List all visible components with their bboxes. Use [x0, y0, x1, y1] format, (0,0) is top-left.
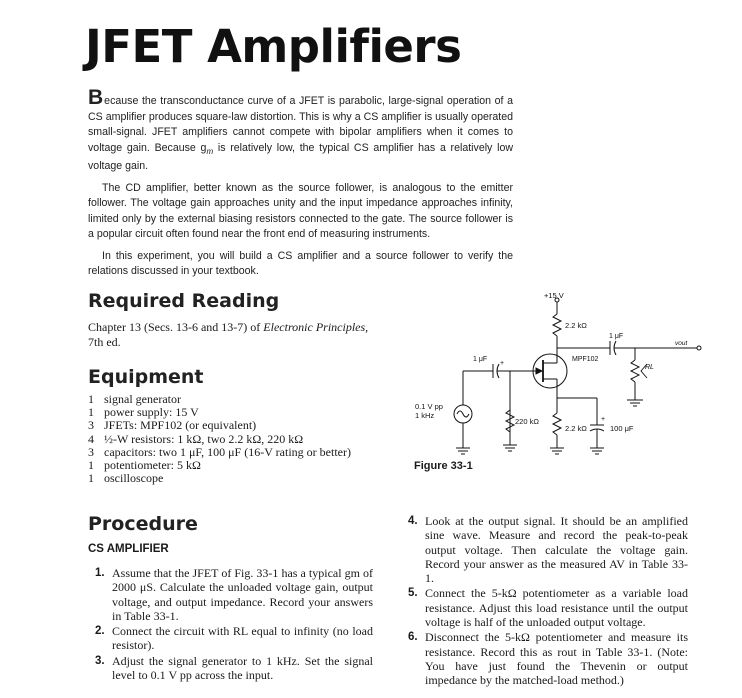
- procedure-step: [95, 624, 373, 653]
- intro-p1-text: ecause the transconductance curve of a JFET is parabolic, large-signal operation of a CS amplifier produces square-law distortion. This is why a CS amplifier is usually operated small-signal. JFET amplifiers cannot compete with bipolar amplifiers when it comes to voltage gain. Because g: [88, 95, 513, 154]
- procedure-step: [408, 586, 688, 629]
- label-cout: 1 μF: [609, 333, 624, 340]
- intro-p1-end: is relatively low, the typical CS amplifier has a relatively low voltage gain.: [88, 141, 513, 173]
- equipment-qty: 3: [88, 444, 94, 459]
- figure-caption: Figure 33-1: [414, 460, 473, 472]
- step-number: 2.: [95, 625, 105, 638]
- ground-symbols: [456, 445, 604, 454]
- equipment-item: [88, 472, 408, 485]
- procedure-steps-right: [408, 514, 688, 689]
- step-text: Connect the 5-kΩ potentiometer as a variable load resistance. Adjust this load resistance until the output voltage is half of the unloaded output voltage.: [425, 586, 688, 630]
- procedure-heading: Procedure: [88, 513, 198, 535]
- label-jfet: MPF102: [572, 356, 599, 363]
- cs-amplifier-subheading: CS AMPLIFIER: [88, 543, 169, 555]
- equipment-qty: 4: [88, 431, 94, 446]
- circuit-diagram: [405, 288, 705, 468]
- label-rl: RL: [645, 364, 654, 371]
- step-text: Look at the output signal. It should be an amplified sine wave. Measure and record the peak-to-peak output voltage. Then calculate the voltage gain. Record your answer as the measured AV in Table 33-1.: [425, 514, 688, 586]
- procedure-step: [408, 514, 688, 585]
- step-text: Adjust the signal generator to 1 kHz. Set the signal level to 0.1 V pp across the input.: [112, 653, 373, 683]
- required-reading-heading: Required Reading: [88, 290, 280, 312]
- intro-p1-sub: m: [206, 146, 214, 156]
- step-number: 3.: [95, 654, 105, 667]
- label-cs: 100 μF: [610, 424, 634, 433]
- label-rs: 2.2 kΩ: [565, 424, 587, 433]
- label-source-amplitude: 0.1 V pp: [415, 402, 443, 411]
- label-supply: +15 V: [544, 291, 564, 300]
- reading-book-title: Electronic Principles,: [263, 320, 369, 334]
- equipment-heading: Equipment: [88, 366, 204, 388]
- procedure-steps-left: [95, 566, 373, 683]
- step-number: 1.: [95, 567, 105, 579]
- equipment-text: JFETs: MPF102 (or equivalent): [104, 418, 257, 433]
- equipment-qty: 1: [88, 458, 94, 473]
- equipment-text: potentiometer: 5 kΩ: [104, 458, 201, 473]
- label-cin: 1 μF: [473, 356, 488, 363]
- equipment-qty: 1: [88, 405, 94, 420]
- drop-cap: B: [88, 86, 104, 109]
- equipment-text: ½-W resistors: 1 kΩ, two 2.2 kΩ, 220 kΩ: [104, 431, 304, 446]
- label-cs-plus: +: [601, 416, 606, 423]
- step-number: 5.: [408, 587, 418, 600]
- intro-paragraph-2: The CD amplifier, better known as the source follower, is analogous to the emitter follower. The voltage gain approaches unity and the input impedance approaches infinity, limited only by the external biasing resistors connected to the gate. The source follower is a popular circuit often found near the front end of measuring instruments.: [88, 181, 513, 241]
- output-terminal: [697, 346, 701, 350]
- equipment-list: [88, 393, 408, 485]
- step-text: Assume that the JFET of Fig. 33-1 has a typical gm of 2000 μS. Calculate the unloaded voltage gain, output voltage, and output impedance. Record your answers in Table 33-1.: [112, 566, 373, 623]
- equipment-qty: 3: [88, 418, 94, 433]
- page-title: JFET Amplifiers: [85, 20, 462, 73]
- reading-text-after: 7th ed.: [88, 335, 121, 349]
- drain-resistor: [553, 314, 561, 336]
- equipment-qty: 1: [88, 471, 94, 486]
- equipment-text: capacitors: two 1 μF, 100 μF (16-V rating or better): [104, 444, 351, 459]
- equipment-qty: 1: [88, 392, 94, 406]
- equipment-item: [88, 419, 408, 432]
- source-resistor: [553, 413, 561, 435]
- equipment-text: oscilloscope: [104, 471, 164, 486]
- equipment-text: signal generator: [104, 392, 181, 406]
- step-text: Connect the circuit with RL equal to infinity (no load resistor).: [112, 624, 373, 653]
- equipment-item: [88, 433, 408, 446]
- label-rd: 2.2 kΩ: [565, 321, 587, 330]
- equipment-text: power supply: 15 V: [104, 405, 199, 420]
- intro-paragraph-3: In this experiment, you will build a CS amplifier and a source follower to verify the relations discussed in your textbook.: [88, 249, 513, 278]
- procedure-step: [95, 654, 373, 683]
- procedure-step: [95, 566, 373, 623]
- label-rg: 220 kΩ: [515, 417, 539, 426]
- step-text: Disconnect the 5-kΩ potentiometer and measure its resistance. Record this as rout in Table 33-1. (Note: You have just found the Thevenin or output impedance by the matched-load method.): [425, 630, 688, 688]
- step-number: 4.: [408, 515, 418, 527]
- load-potentiometer: [631, 360, 639, 382]
- label-source-frequency: 1 kHz: [415, 411, 435, 420]
- procedure-step: [408, 630, 688, 687]
- reading-text-before: Chapter 13 (Secs. 13-6 and 13-7) of: [88, 320, 264, 334]
- required-reading-text: [88, 320, 398, 350]
- label-cin-plus: +: [500, 360, 505, 367]
- step-number: 6.: [408, 631, 418, 644]
- intro-paragraph-1: [88, 86, 513, 175]
- intro-section: [88, 86, 513, 286]
- label-vout: vout: [675, 340, 688, 347]
